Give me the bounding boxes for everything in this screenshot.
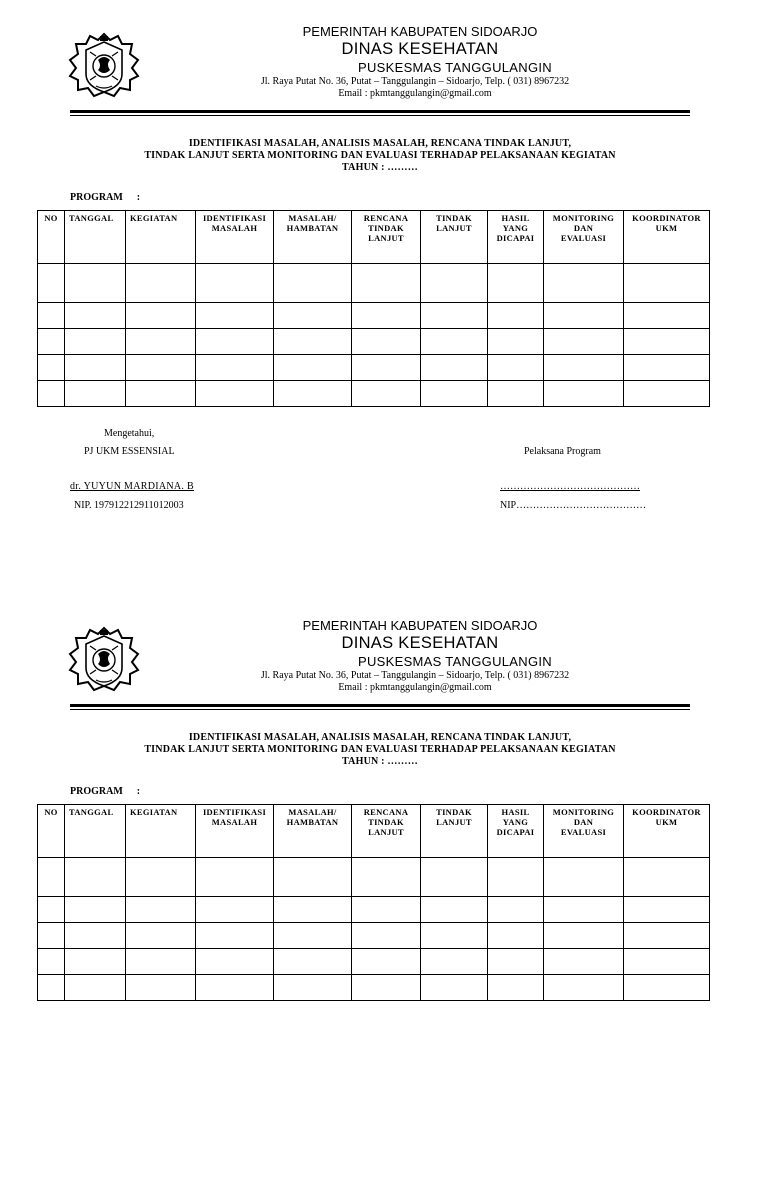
acknowledged-label: Mengetahui, [104,428,155,439]
pj-name: dr. YUYUN MARDIANA. B [70,481,194,492]
executor-nip-blank[interactable]: NIP………………………………… [500,500,647,511]
program-field [70,786,140,797]
letterhead-rule [70,110,690,113]
letterhead-rule [70,704,690,707]
office-address: Jl. Raya Putat No. 36, Putat – Tanggulangin – Sidoarjo, Telp. ( 031) 8967232 [260,670,570,681]
office-email: Email : pkmtanggulangin@gmail.com [338,682,492,693]
table-header-row [38,211,710,264]
table-row [38,923,710,949]
col-hasil: HASIL YANG DICAPAI [488,805,544,858]
table-row [38,264,710,303]
regency-crest-logo [66,624,142,696]
col-koordinator: KOORDINATOR UKM [624,805,710,858]
pj-title: PJ UKM ESSENSIAL [84,446,175,457]
col-rencana: RENCANA TINDAK LANJUT [352,211,421,264]
table-row [38,355,710,381]
office-address: Jl. Raya Putat No. 36, Putat – Tanggulangin – Sidoarjo, Telp. ( 031) 8967232 [260,76,570,87]
executor-title: Pelaksana Program [524,446,601,457]
unit-name: PUSKESMAS TANGGULANGIN [358,60,552,75]
table-row [38,303,710,329]
form-title-line2: TINDAK LANJUT SERTA MONITORING DAN EVALUASI TERHADAP PELAKSANAAN KEGIATAN [144,150,616,161]
table-row [38,975,710,1001]
form-title-line1: IDENTIFIKASI MASALAH, ANALISIS MASALAH, RENCANA TINDAK LANJUT, [188,732,572,743]
col-kegiatan: KEGIATAN [126,805,196,858]
problem-analysis-table [37,804,710,1001]
program-label: PROGRAM [70,786,123,797]
table-row [38,897,710,923]
form-title-year: TAHUN : ……… [342,756,418,767]
col-tanggal: TANGGAL [65,211,126,264]
col-tindak: TINDAK LANJUT [421,805,488,858]
col-monitoring: MONITORING DAN EVALUASI [544,805,624,858]
col-no: NO [38,805,65,858]
program-label: PROGRAM [70,192,123,203]
unit-name: PUSKESMAS TANGGULANGIN [358,654,552,669]
office-name: DINAS KESEHATAN [341,634,499,652]
col-no: NO [38,211,65,264]
col-tindak: TINDAK LANJUT [421,211,488,264]
col-koordinator: KOORDINATOR UKM [624,211,710,264]
regency-crest-logo [66,30,142,102]
program-colon: : [136,192,141,203]
table-row [38,858,710,897]
col-masalah: MASALAH/ HAMBATAN [274,805,352,858]
form-title-line2: TINDAK LANJUT SERTA MONITORING DAN EVALUASI TERHADAP PELAKSANAAN KEGIATAN [144,744,616,755]
program-colon: : [136,786,141,797]
table-header-row [38,805,710,858]
col-rencana: RENCANA TINDAK LANJUT [352,805,421,858]
letterhead-rule-thin [70,709,690,710]
col-kegiatan: KEGIATAN [126,211,196,264]
executor-name-blank[interactable]: …………………………………… [500,481,640,492]
program-field [70,192,140,203]
letterhead-rule-thin [70,115,690,116]
form-title-year: TAHUN : ……… [342,162,418,173]
problem-analysis-table [37,210,710,407]
government-name: PEMERINTAH KABUPATEN SIDOARJO [302,618,538,633]
pj-nip: NIP. 197912212911012003 [74,500,184,511]
col-identifikasi: IDENTIFIKASI MASALAH [196,211,274,264]
col-identifikasi: IDENTIFIKASI MASALAH [196,805,274,858]
government-name: PEMERINTAH KABUPATEN SIDOARJO [302,24,538,39]
form-title-line1: IDENTIFIKASI MASALAH, ANALISIS MASALAH, RENCANA TINDAK LANJUT, [188,138,572,149]
office-name: DINAS KESEHATAN [341,40,499,58]
col-masalah: MASALAH/ HAMBATAN [274,211,352,264]
col-tanggal: TANGGAL [65,805,126,858]
table-row [38,381,710,407]
col-hasil: HASIL YANG DICAPAI [488,211,544,264]
table-row [38,329,710,355]
form-page-2 [0,594,768,1188]
office-email: Email : pkmtanggulangin@gmail.com [338,88,492,99]
table-row [38,949,710,975]
col-monitoring: MONITORING DAN EVALUASI [544,211,624,264]
